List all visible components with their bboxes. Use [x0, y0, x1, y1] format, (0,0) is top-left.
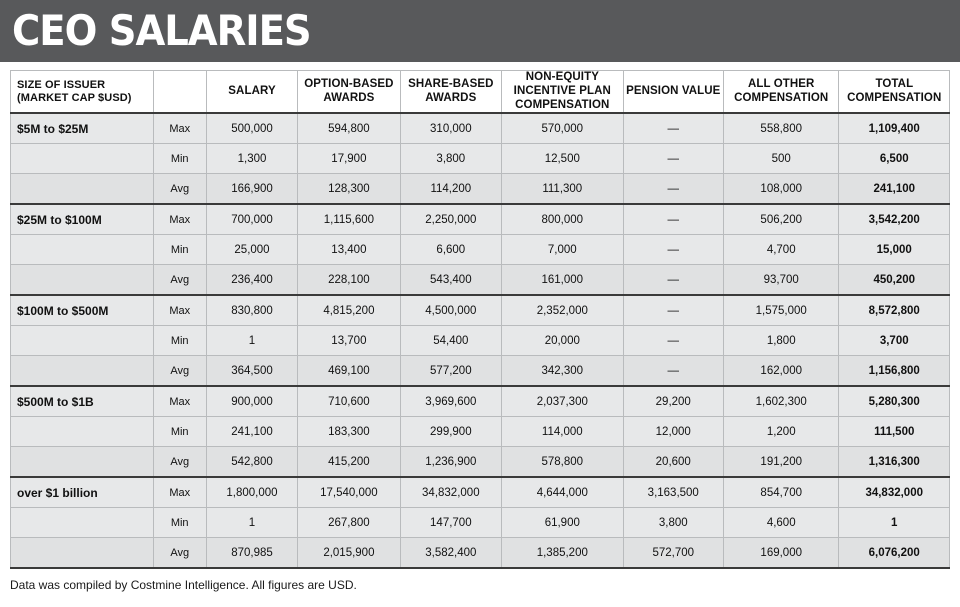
table-row	[11, 265, 950, 296]
table-body	[11, 113, 950, 568]
cell-salary: 25,000	[206, 235, 297, 265]
row-issuer-label	[11, 265, 154, 296]
cell-pension: —	[623, 356, 723, 387]
cell-total-compensation: 111,500	[839, 417, 950, 447]
table-footnote: Data was compiled by Costmine Intelligence. All figures are USD.	[10, 578, 357, 593]
row-stat-label: Avg	[153, 538, 206, 569]
cell-pension: 12,000	[623, 417, 723, 447]
cell-option-awards: 594,800	[298, 113, 400, 144]
cell-total-compensation: 6,076,200	[839, 538, 950, 569]
table-row	[11, 174, 950, 205]
cell-share-awards: 3,582,400	[400, 538, 501, 569]
cell-salary: 241,100	[206, 417, 297, 447]
cell-salary: 166,900	[206, 174, 297, 205]
cell-total-compensation: 1,156,800	[839, 356, 950, 387]
table-row	[11, 113, 950, 144]
cell-nonequity: 2,037,300	[502, 386, 624, 417]
row-issuer-label: $500M to $1B	[11, 386, 154, 417]
column-header-other-line2: COMPENSATION	[734, 91, 829, 104]
column-header-nonequity-line3: COMPENSATION	[515, 98, 610, 111]
row-issuer-label: $5M to $25M	[11, 113, 154, 144]
table-row	[11, 477, 950, 508]
column-header-stat	[153, 71, 206, 114]
cell-pension: —	[623, 113, 723, 144]
cell-option-awards: 183,300	[298, 417, 400, 447]
cell-share-awards: 114,200	[400, 174, 501, 205]
cell-option-awards: 128,300	[298, 174, 400, 205]
cell-pension: 29,200	[623, 386, 723, 417]
cell-pension: —	[623, 235, 723, 265]
cell-salary: 364,500	[206, 356, 297, 387]
cell-nonequity: 342,300	[502, 356, 624, 387]
cell-salary: 1	[206, 508, 297, 538]
cell-share-awards: 3,800	[400, 144, 501, 174]
cell-share-awards: 3,969,600	[400, 386, 501, 417]
row-stat-label: Min	[153, 144, 206, 174]
column-header-share-awards	[400, 71, 501, 114]
cell-other-compensation: 854,700	[723, 477, 838, 508]
table-row	[11, 144, 950, 174]
cell-other-compensation: 1,200	[723, 417, 838, 447]
cell-share-awards: 299,900	[400, 417, 501, 447]
row-stat-label: Avg	[153, 174, 206, 205]
cell-nonequity: 800,000	[502, 204, 624, 235]
table-row	[11, 204, 950, 235]
row-issuer-label	[11, 417, 154, 447]
row-stat-label: Avg	[153, 356, 206, 387]
cell-salary: 700,000	[206, 204, 297, 235]
table-container	[0, 70, 960, 569]
cell-option-awards: 4,815,200	[298, 295, 400, 326]
row-issuer-label	[11, 144, 154, 174]
cell-share-awards: 577,200	[400, 356, 501, 387]
table-header-row	[11, 71, 950, 114]
cell-share-awards: 543,400	[400, 265, 501, 296]
table-row	[11, 508, 950, 538]
cell-pension: —	[623, 265, 723, 296]
column-header-total-line1: TOTAL	[875, 77, 913, 90]
row-issuer-label	[11, 447, 154, 478]
cell-total-compensation: 241,100	[839, 174, 950, 205]
page-title: CEO SALARIES	[12, 6, 311, 55]
cell-pension: —	[623, 326, 723, 356]
column-header-issuer-line2: (MARKET CAP $USD)	[17, 91, 132, 104]
cell-salary: 1,800,000	[206, 477, 297, 508]
cell-salary: 900,000	[206, 386, 297, 417]
cell-nonequity: 161,000	[502, 265, 624, 296]
cell-option-awards: 13,400	[298, 235, 400, 265]
cell-nonequity: 4,644,000	[502, 477, 624, 508]
cell-pension: —	[623, 144, 723, 174]
cell-option-awards: 2,015,900	[298, 538, 400, 569]
row-stat-label: Min	[153, 326, 206, 356]
cell-pension: 3,163,500	[623, 477, 723, 508]
cell-share-awards: 147,700	[400, 508, 501, 538]
cell-total-compensation: 6,500	[839, 144, 950, 174]
cell-salary: 236,400	[206, 265, 297, 296]
cell-total-compensation: 34,832,000	[839, 477, 950, 508]
row-issuer-label	[11, 326, 154, 356]
row-issuer-label: $100M to $500M	[11, 295, 154, 326]
column-header-issuer-line1: SIZE OF ISSUER	[17, 78, 106, 91]
cell-nonequity: 7,000	[502, 235, 624, 265]
cell-other-compensation: 162,000	[723, 356, 838, 387]
row-stat-label: Max	[153, 295, 206, 326]
cell-share-awards: 1,236,900	[400, 447, 501, 478]
column-header-pension	[623, 71, 723, 114]
row-issuer-label	[11, 356, 154, 387]
cell-other-compensation: 4,700	[723, 235, 838, 265]
cell-share-awards: 6,600	[400, 235, 501, 265]
cell-option-awards: 469,100	[298, 356, 400, 387]
cell-salary: 870,985	[206, 538, 297, 569]
cell-option-awards: 17,900	[298, 144, 400, 174]
cell-pension: 20,600	[623, 447, 723, 478]
column-header-total	[839, 71, 950, 114]
row-stat-label: Max	[153, 204, 206, 235]
cell-nonequity: 570,000	[502, 113, 624, 144]
row-stat-label: Min	[153, 417, 206, 447]
cell-pension: 572,700	[623, 538, 723, 569]
cell-pension: —	[623, 295, 723, 326]
cell-total-compensation: 3,542,200	[839, 204, 950, 235]
cell-salary: 1,300	[206, 144, 297, 174]
column-header-option-line1: OPTION-BASED	[304, 77, 394, 90]
cell-option-awards: 17,540,000	[298, 477, 400, 508]
page-banner	[0, 0, 960, 62]
column-header-option-line2: AWARDS	[323, 91, 375, 104]
column-header-other	[723, 71, 838, 114]
table-row	[11, 356, 950, 387]
cell-total-compensation: 450,200	[839, 265, 950, 296]
cell-share-awards: 34,832,000	[400, 477, 501, 508]
column-header-nonequity	[502, 71, 624, 114]
column-header-share-line1: SHARE-BASED	[408, 77, 494, 90]
cell-other-compensation: 169,000	[723, 538, 838, 569]
row-stat-label: Max	[153, 386, 206, 417]
column-header-issuer	[11, 71, 154, 114]
cell-nonequity: 61,900	[502, 508, 624, 538]
row-stat-label: Avg	[153, 447, 206, 478]
cell-other-compensation: 1,800	[723, 326, 838, 356]
column-header-share-line2: AWARDS	[425, 91, 477, 104]
row-issuer-label: $25M to $100M	[11, 204, 154, 235]
row-issuer-label	[11, 508, 154, 538]
cell-option-awards: 267,800	[298, 508, 400, 538]
table-row	[11, 326, 950, 356]
cell-option-awards: 13,700	[298, 326, 400, 356]
table-row	[11, 447, 950, 478]
cell-total-compensation: 8,572,800	[839, 295, 950, 326]
cell-other-compensation: 4,600	[723, 508, 838, 538]
cell-total-compensation: 1,109,400	[839, 113, 950, 144]
cell-share-awards: 54,400	[400, 326, 501, 356]
column-header-nonequity-line1: NON-EQUITY	[525, 71, 599, 83]
column-header-nonequity-line2: INCENTIVE PLAN	[513, 84, 611, 97]
cell-nonequity: 20,000	[502, 326, 624, 356]
ceo-salaries-table	[10, 70, 950, 569]
column-header-salary: SALARY	[206, 71, 297, 114]
column-header-pension-line1: PENSION	[626, 84, 679, 97]
cell-nonequity: 114,000	[502, 417, 624, 447]
cell-total-compensation: 1,316,300	[839, 447, 950, 478]
cell-salary: 1	[206, 326, 297, 356]
cell-share-awards: 4,500,000	[400, 295, 501, 326]
cell-nonequity: 111,300	[502, 174, 624, 205]
cell-option-awards: 228,100	[298, 265, 400, 296]
table-header	[11, 71, 950, 114]
cell-other-compensation: 1,602,300	[723, 386, 838, 417]
cell-pension: —	[623, 204, 723, 235]
table-row	[11, 295, 950, 326]
table-row	[11, 417, 950, 447]
cell-other-compensation: 108,000	[723, 174, 838, 205]
column-header-total-line2: COMPENSATION	[847, 91, 942, 104]
cell-share-awards: 2,250,000	[400, 204, 501, 235]
cell-pension: —	[623, 174, 723, 205]
cell-other-compensation: 93,700	[723, 265, 838, 296]
cell-option-awards: 710,600	[298, 386, 400, 417]
cell-option-awards: 1,115,600	[298, 204, 400, 235]
cell-nonequity: 1,385,200	[502, 538, 624, 569]
column-header-pension-line2: VALUE	[681, 84, 721, 97]
table-row	[11, 235, 950, 265]
cell-other-compensation: 500	[723, 144, 838, 174]
cell-salary: 542,800	[206, 447, 297, 478]
row-issuer-label	[11, 174, 154, 205]
row-issuer-label	[11, 235, 154, 265]
cell-other-compensation: 506,200	[723, 204, 838, 235]
cell-option-awards: 415,200	[298, 447, 400, 478]
row-issuer-label: over $1 billion	[11, 477, 154, 508]
cell-nonequity: 2,352,000	[502, 295, 624, 326]
cell-total-compensation: 1	[839, 508, 950, 538]
row-stat-label: Min	[153, 508, 206, 538]
row-issuer-label	[11, 538, 154, 569]
cell-salary: 830,800	[206, 295, 297, 326]
cell-total-compensation: 15,000	[839, 235, 950, 265]
row-stat-label: Min	[153, 235, 206, 265]
cell-other-compensation: 1,575,000	[723, 295, 838, 326]
row-stat-label: Avg	[153, 265, 206, 296]
cell-total-compensation: 5,280,300	[839, 386, 950, 417]
row-stat-label: Max	[153, 113, 206, 144]
cell-other-compensation: 191,200	[723, 447, 838, 478]
cell-other-compensation: 558,800	[723, 113, 838, 144]
table-row	[11, 386, 950, 417]
column-header-other-line1: ALL OTHER	[747, 77, 815, 90]
cell-pension: 3,800	[623, 508, 723, 538]
cell-share-awards: 310,000	[400, 113, 501, 144]
cell-salary: 500,000	[206, 113, 297, 144]
cell-nonequity: 12,500	[502, 144, 624, 174]
table-row	[11, 538, 950, 569]
row-stat-label: Max	[153, 477, 206, 508]
cell-total-compensation: 3,700	[839, 326, 950, 356]
column-header-option-awards	[298, 71, 400, 114]
cell-nonequity: 578,800	[502, 447, 624, 478]
